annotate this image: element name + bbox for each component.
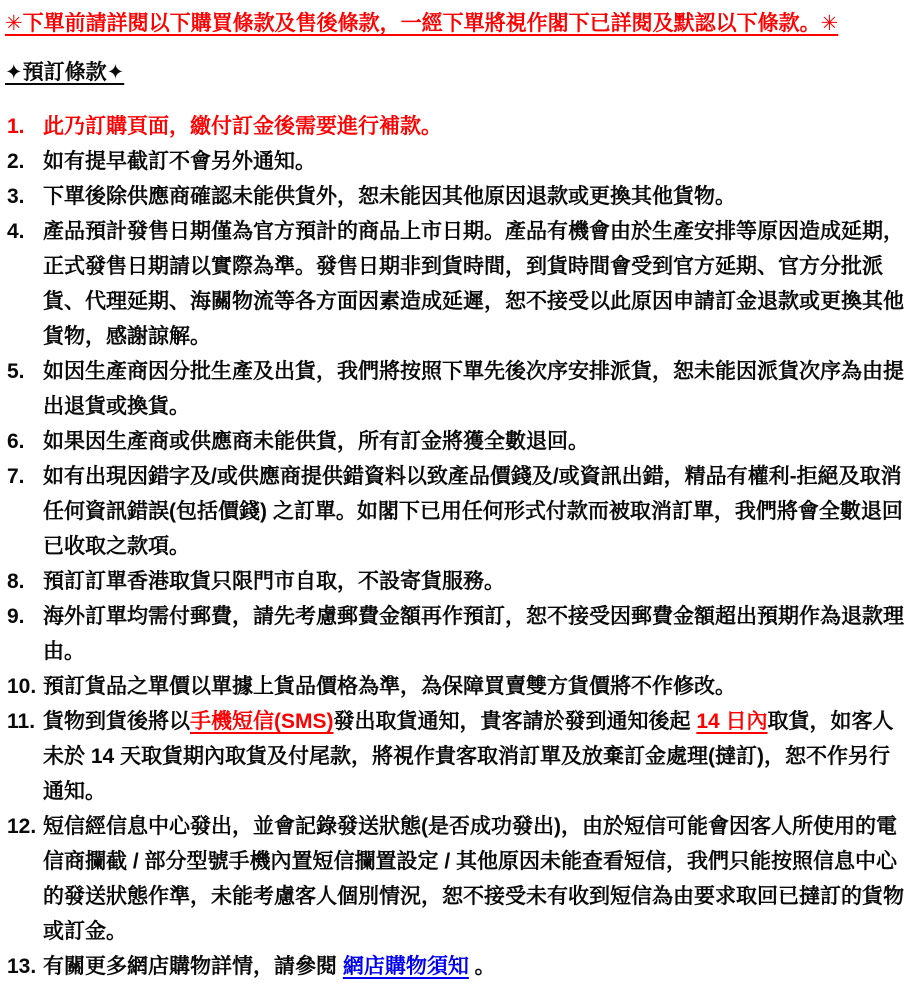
term-number: 6. — [7, 430, 25, 453]
term-text: 發出取貨通知，貴客請於發到通知後起 — [333, 710, 697, 733]
term-item-10 — [5, 669, 907, 704]
term-text: 取貨，如客人未於 14 天取貨期內取貨及付尾款，將視作貴客取消訂單及放棄訂金處理(撻訂)，恕不作另行通知。 — [43, 710, 894, 803]
term-number: 11. — [7, 710, 36, 733]
term-item-13 — [5, 949, 907, 984]
term-text: 如有提早截訂不會另外通知。 — [43, 150, 316, 173]
term-item-5 — [5, 354, 907, 424]
term-number: 3. — [7, 185, 25, 208]
term-item-4 — [5, 214, 907, 354]
term-number: 1. — [7, 115, 25, 138]
term-text: 如果因生產商或供應商未能供貨，所有訂金將獲全數退回。 — [43, 430, 589, 453]
term-text: 預訂訂單香港取貨只限門市自取，不設寄貨服務。 — [43, 570, 505, 593]
term-item-7 — [5, 459, 907, 564]
term-highlighted-text: 14 日內 — [696, 710, 768, 733]
term-text: 如有出現因錯字及/或供應商提供錯資料以致產品價錢及/或資訊出錯，精品有權利-拒絕及取消任何資訊錯誤(包括價錢) 之訂單。如閣下已用任何形式付款而被取消訂單，我們將會全數退回已收取之款項。 — [43, 465, 903, 558]
term-item-9 — [5, 599, 907, 669]
term-item-12 — [5, 809, 907, 949]
link-online-store-shopping-notice[interactable]: 網店購物須知 — [342, 955, 469, 978]
term-number: 5. — [7, 360, 25, 383]
terms-list — [5, 109, 907, 984]
term-number: 2. — [7, 150, 25, 173]
term-number: 7. — [7, 465, 25, 488]
term-text: 。 — [468, 955, 496, 978]
term-highlighted-text: 手機短信(SMS) — [190, 710, 334, 733]
section-title-row — [5, 59, 907, 87]
term-red-text: 此乃訂購頁面，繳付訂金後需要進行補款。 — [43, 115, 442, 138]
term-text: 下單後除供應商確認未能供貨外，恕未能因其他原因退款或更換其他貨物。 — [43, 185, 736, 208]
term-item-6 — [5, 424, 907, 459]
term-number: 12. — [7, 815, 37, 838]
pre-purchase-notice-header: ✳下單前請詳閱以下購買條款及售後條款，一經下單將視作閣下已詳閱及默認以下條款。✳ — [5, 12, 839, 35]
term-number: 10. — [7, 675, 37, 698]
term-item-1 — [5, 109, 907, 144]
term-item-2 — [5, 144, 907, 179]
term-text: 有關更多網店購物詳情，請參閱 — [43, 955, 343, 978]
term-text: 貨物到貨後將以 — [43, 710, 190, 733]
term-text: 短信經信息中心發出，並會記錄發送狀態(是否成功發出)，由於短信可能會因客人所使用的電信商攔截 / 部分型號手機內置短信攔置設定 / 其他原因未能查看短信，我們只能按照信息中心的發送狀態作準，未能考慮客人個別情況，恕不接受未有收到短信為由要求取回已撻訂的貨物或訂金。 — [43, 815, 904, 943]
term-item-8 — [5, 564, 907, 599]
term-text: 預訂貨品之單價以單據上貨品價格為準，為保障買賣雙方貨價將不作修改。 — [43, 675, 736, 698]
term-number: 13. — [7, 955, 37, 978]
term-item-11 — [5, 704, 907, 809]
term-number: 9. — [7, 605, 25, 628]
term-text: 產品預計發售日期僅為官方預計的商品上市日期。產品有機會由於生產安排等原因造成延期，正式發售日期請以實際為準。發售日期非到貨時間，到貨時間會受到官方延期、官方分批派貨、代理延期、海關物流等各方面因素造成延遲，恕不接受以此原因申請訂金退款或更換其他貨物，感謝諒解。 — [43, 220, 904, 348]
term-number: 4. — [7, 220, 25, 243]
term-number: 8. — [7, 570, 25, 593]
term-item-3 — [5, 179, 907, 214]
term-text: 海外訂單均需付郵費，請先考慮郵費金額再作預訂，恕不接受因郵費金額超出預期作為退款理由。 — [43, 605, 904, 663]
section-title: ✦預訂條款✦ — [5, 61, 125, 84]
term-text: 如因生產商因分批生產及出貨，我們將按照下單先後次序安排派貨，恕未能因派貨次序為由提出退貨或換貨。 — [43, 360, 904, 418]
